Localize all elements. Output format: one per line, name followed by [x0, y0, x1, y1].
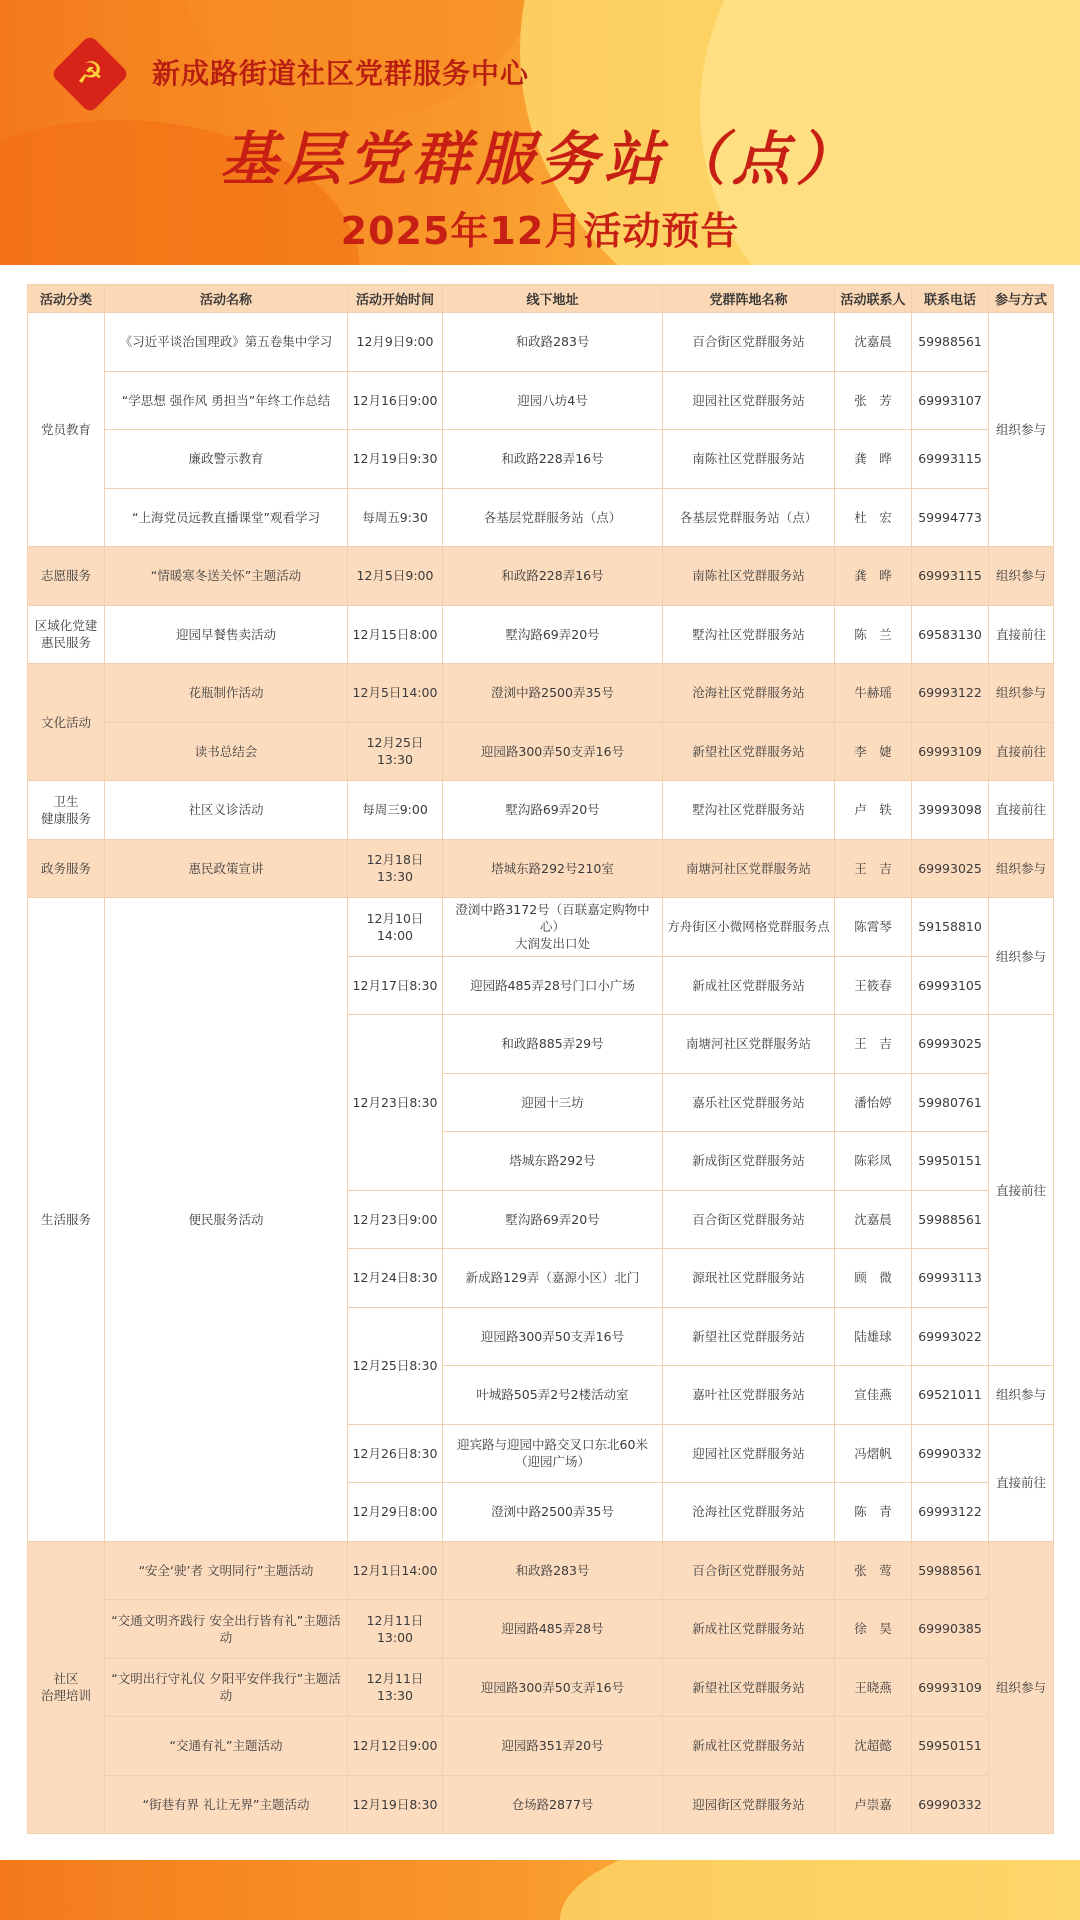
contact-cell: 徐 昊 [835, 1600, 912, 1659]
address-cell: 各基层党群服务站（点） [443, 488, 663, 547]
address-cell: 迎园路485弄28号 [443, 1600, 663, 1659]
venue-cell: 南塘河社区党群服务站 [663, 839, 835, 898]
phone-cell: 69993025 [912, 1015, 989, 1074]
start-time-cell: 12月18日13:30 [348, 839, 443, 898]
contact-cell: 王筱春 [835, 956, 912, 1015]
contact-cell: 李 婕 [835, 722, 912, 781]
venue-cell: 百合街区党群服务站 [663, 1190, 835, 1249]
category-cell: 文化活动 [28, 664, 105, 781]
start-time-cell: 12月19日9:30 [348, 430, 443, 489]
hammer-sickle-icon: ☭ [76, 56, 104, 91]
participation-cell: 组织参与 [989, 313, 1054, 547]
phone-cell: 69993109 [912, 722, 989, 781]
header-cell: 活动开始时间 [348, 285, 443, 313]
page-title: 基层党群服务站（点） [219, 125, 860, 193]
phone-cell: 69993105 [912, 956, 989, 1015]
table-row [28, 1541, 1054, 1600]
contact-cell: 顾 微 [835, 1249, 912, 1308]
category-cell: 生活服务 [28, 898, 105, 1542]
header-cell: 参与方式 [989, 285, 1054, 313]
venue-cell: 新成街区党群服务站 [663, 1132, 835, 1191]
contact-cell: 王晓燕 [835, 1658, 912, 1717]
address-cell: 仓场路2877号 [443, 1775, 663, 1834]
participation-cell: 组织参与 [989, 898, 1054, 1015]
table-row [28, 488, 1054, 547]
activity-name-cell: “学思想 强作风 勇担当”年终工作总结 [105, 371, 348, 430]
contact-cell: 卢崇嘉 [835, 1775, 912, 1834]
activity-table-container [27, 284, 1053, 1834]
header-banner [0, 0, 1080, 265]
activity-name-cell: “交通有礼”主题活动 [105, 1717, 348, 1776]
venue-cell: 南陈社区党群服务站 [663, 430, 835, 489]
phone-cell: 69993022 [912, 1307, 989, 1366]
address-cell: 叶城路505弄2号2楼活动室 [443, 1366, 663, 1425]
participation-cell: 直接前往 [989, 781, 1054, 840]
participation-cell: 组织参与 [989, 839, 1054, 898]
contact-cell: 陈霄琴 [835, 898, 912, 957]
venue-cell: 沧海社区党群服务站 [663, 1483, 835, 1542]
participation-cell: 直接前往 [989, 1015, 1054, 1366]
address-cell: 迎园路351弄20号 [443, 1717, 663, 1776]
address-cell: 塔城东路292号 [443, 1132, 663, 1191]
contact-cell: 牛赫瑶 [835, 664, 912, 723]
category-cell: 政务服务 [28, 839, 105, 898]
table-row [28, 1600, 1054, 1659]
phone-cell: 69993025 [912, 839, 989, 898]
phone-cell: 69990332 [912, 1424, 989, 1483]
contact-cell: 王 吉 [835, 1015, 912, 1074]
participation-cell: 组织参与 [989, 1366, 1054, 1425]
table-row [28, 430, 1054, 489]
table-row [28, 1775, 1054, 1834]
activity-table [27, 284, 1054, 1834]
venue-cell: 方舟街区小微网格党群服务点 [663, 898, 835, 957]
address-cell: 迎宾路与迎园中路交叉口东北60米 （迎园广场） [443, 1424, 663, 1483]
table-body [28, 313, 1054, 1834]
phone-cell: 59988561 [912, 1190, 989, 1249]
table-row [28, 547, 1054, 606]
category-cell: 社区 治理培训 [28, 1541, 105, 1834]
address-cell: 和政路228弄16号 [443, 547, 663, 606]
header-cell: 活动名称 [105, 285, 348, 313]
footer-banner [0, 1860, 1080, 1920]
contact-cell: 沈嘉晨 [835, 313, 912, 372]
activity-name-cell: “安全‘驶’者 文明同行”主题活动 [105, 1541, 348, 1600]
contact-cell: 杜 宏 [835, 488, 912, 547]
venue-cell: 迎园社区党群服务站 [663, 1424, 835, 1483]
address-cell: 迎园路300弄50支弄16号 [443, 1658, 663, 1717]
address-cell: 墅沟路69弄20号 [443, 781, 663, 840]
contact-cell: 宣佳燕 [835, 1366, 912, 1425]
address-cell: 迎园八坊4号 [443, 371, 663, 430]
contact-cell: 陆雄球 [835, 1307, 912, 1366]
address-cell: 迎园路485弄28号门口小广场 [443, 956, 663, 1015]
start-time-cell: 12月26日8:30 [348, 1424, 443, 1483]
address-cell: 迎园路300弄50支弄16号 [443, 722, 663, 781]
phone-cell: 59950151 [912, 1717, 989, 1776]
phone-cell: 69993109 [912, 1658, 989, 1717]
table-row [28, 664, 1054, 723]
activity-name-cell: “上海党员远教直播课堂”观看学习 [105, 488, 348, 547]
start-time-cell: 12月16日9:00 [348, 371, 443, 430]
table-row [28, 1717, 1054, 1776]
venue-cell: 墅沟社区党群服务站 [663, 605, 835, 664]
decor-shape [560, 1860, 1080, 1920]
participation-cell: 直接前往 [989, 1424, 1054, 1541]
venue-cell: 沧海社区党群服务站 [663, 664, 835, 723]
address-cell: 澄浏中路3172号（百联嘉定购物中心） 大润发出口处 [443, 898, 663, 957]
address-cell: 和政路885弄29号 [443, 1015, 663, 1074]
phone-cell: 69993115 [912, 430, 989, 489]
start-time-cell: 12月19日8:30 [348, 1775, 443, 1834]
start-time-cell: 12月25日8:30 [348, 1307, 443, 1424]
start-time-cell: 每周三9:00 [348, 781, 443, 840]
activity-name-cell: 《习近平谈治国理政》第五卷集中学习 [105, 313, 348, 372]
contact-cell: 陈彩凤 [835, 1132, 912, 1191]
contact-cell: 张 莺 [835, 1541, 912, 1600]
contact-cell: 陈 兰 [835, 605, 912, 664]
category-cell: 志愿服务 [28, 547, 105, 606]
activity-name-cell: 社区义诊活动 [105, 781, 348, 840]
phone-cell: 69993107 [912, 371, 989, 430]
address-cell: 和政路283号 [443, 1541, 663, 1600]
venue-cell: 迎园街区党群服务站 [663, 1775, 835, 1834]
address-cell: 迎园路300弄50支弄16号 [443, 1307, 663, 1366]
address-cell: 澄浏中路2500弄35号 [443, 664, 663, 723]
contact-cell: 龚 晔 [835, 547, 912, 606]
table-row [28, 313, 1054, 372]
address-cell: 墅沟路69弄20号 [443, 605, 663, 664]
header-cell: 活动分类 [28, 285, 105, 313]
header-cell: 党群阵地名称 [663, 285, 835, 313]
venue-cell: 源珉社区党群服务站 [663, 1249, 835, 1308]
activity-name-cell: “街巷有界 礼让无界”主题活动 [105, 1775, 348, 1834]
phone-cell: 59994773 [912, 488, 989, 547]
venue-cell: 新望社区党群服务站 [663, 722, 835, 781]
start-time-cell: 每周五9:30 [348, 488, 443, 547]
category-cell: 卫生 健康服务 [28, 781, 105, 840]
start-time-cell: 12月9日9:00 [348, 313, 443, 372]
venue-cell: 南陈社区党群服务站 [663, 547, 835, 606]
activity-name-cell: 花瓶制作活动 [105, 664, 348, 723]
org-name: 新成路街道社区党群服务中心 [152, 57, 530, 90]
contact-cell: 陈 青 [835, 1483, 912, 1542]
phone-cell: 69990332 [912, 1775, 989, 1834]
contact-cell: 沈超懿 [835, 1717, 912, 1776]
header-cell: 活动联系人 [835, 285, 912, 313]
venue-cell: 新成社区党群服务站 [663, 1717, 835, 1776]
venue-cell: 墅沟社区党群服务站 [663, 781, 835, 840]
contact-cell: 潘怡婷 [835, 1073, 912, 1132]
participation-cell: 组织参与 [989, 664, 1054, 723]
phone-cell: 69521011 [912, 1366, 989, 1425]
table-row [28, 781, 1054, 840]
address-cell: 新成路129弄（嘉源小区）北门 [443, 1249, 663, 1308]
start-time-cell: 12月10日14:00 [348, 898, 443, 957]
address-cell: 澄浏中路2500弄35号 [443, 1483, 663, 1542]
phone-cell: 69993122 [912, 1483, 989, 1542]
contact-cell: 沈嘉晨 [835, 1190, 912, 1249]
phone-cell: 39993098 [912, 781, 989, 840]
start-time-cell: 12月12日9:00 [348, 1717, 443, 1776]
start-time-cell: 12月24日8:30 [348, 1249, 443, 1308]
phone-cell: 69990385 [912, 1600, 989, 1659]
activity-name-cell: 读书总结会 [105, 722, 348, 781]
start-time-cell: 12月5日9:00 [348, 547, 443, 606]
table-header-row [28, 285, 1054, 313]
start-time-cell: 12月1日14:00 [348, 1541, 443, 1600]
table-row [28, 839, 1054, 898]
table-row [28, 722, 1054, 781]
activity-name-cell: 迎园早餐售卖活动 [105, 605, 348, 664]
venue-cell: 百合街区党群服务站 [663, 1541, 835, 1600]
address-cell: 和政路228弄16号 [443, 430, 663, 489]
contact-cell: 卢 轶 [835, 781, 912, 840]
contact-cell: 王 吉 [835, 839, 912, 898]
activity-name-cell: “情暖寒冬送关怀”主题活动 [105, 547, 348, 606]
start-time-cell: 12月15日8:00 [348, 605, 443, 664]
activity-name-cell: “交通文明齐践行 安全出行皆有礼”主题活动 [105, 1600, 348, 1659]
activity-name-cell: “文明出行守礼仪 夕阳平安伴我行”主题活动 [105, 1658, 348, 1717]
address-cell: 墅沟路69弄20号 [443, 1190, 663, 1249]
participation-cell: 组织参与 [989, 547, 1054, 606]
phone-cell: 69993113 [912, 1249, 989, 1308]
activity-name-cell: 廉政警示教育 [105, 430, 348, 489]
participation-cell: 直接前往 [989, 722, 1054, 781]
venue-cell: 新成社区党群服务站 [663, 956, 835, 1015]
contact-cell: 张 芳 [835, 371, 912, 430]
start-time-cell: 12月23日8:30 [348, 1015, 443, 1191]
venue-cell: 百合街区党群服务站 [663, 313, 835, 372]
activity-name-cell: 惠民政策宣讲 [105, 839, 348, 898]
venue-cell: 嘉叶社区党群服务站 [663, 1366, 835, 1425]
table-row [28, 898, 1054, 957]
phone-cell: 69583130 [912, 605, 989, 664]
participation-cell: 直接前往 [989, 605, 1054, 664]
category-cell: 区域化党建 惠民服务 [28, 605, 105, 664]
table-row [28, 1658, 1054, 1717]
venue-cell: 新望社区党群服务站 [663, 1307, 835, 1366]
start-time-cell: 12月29日8:00 [348, 1483, 443, 1542]
phone-cell: 59988561 [912, 313, 989, 372]
header-cell: 线下地址 [443, 285, 663, 313]
start-time-cell: 12月11日13:30 [348, 1658, 443, 1717]
phone-cell: 59158810 [912, 898, 989, 957]
category-cell: 党员教育 [28, 313, 105, 547]
venue-cell: 新望社区党群服务站 [663, 1658, 835, 1717]
phone-cell: 59988561 [912, 1541, 989, 1600]
table-row [28, 371, 1054, 430]
start-time-cell: 12月23日9:00 [348, 1190, 443, 1249]
page-subtitle: 2025年12月活动预告 [340, 209, 740, 253]
venue-cell: 迎园社区党群服务站 [663, 371, 835, 430]
venue-cell: 嘉乐社区党群服务站 [663, 1073, 835, 1132]
address-cell: 塔城东路292号210室 [443, 839, 663, 898]
start-time-cell: 12月25日13:30 [348, 722, 443, 781]
header-cell: 联系电话 [912, 285, 989, 313]
start-time-cell: 12月11日13:00 [348, 1600, 443, 1659]
participation-cell: 组织参与 [989, 1541, 1054, 1834]
address-cell: 和政路283号 [443, 313, 663, 372]
start-time-cell: 12月17日8:30 [348, 956, 443, 1015]
contact-cell: 冯熠帆 [835, 1424, 912, 1483]
start-time-cell: 12月5日14:00 [348, 664, 443, 723]
venue-cell: 新成社区党群服务站 [663, 1600, 835, 1659]
venue-cell: 南塘河社区党群服务站 [663, 1015, 835, 1074]
phone-cell: 59950151 [912, 1132, 989, 1191]
phone-cell: 59980761 [912, 1073, 989, 1132]
phone-cell: 69993115 [912, 547, 989, 606]
table-row [28, 605, 1054, 664]
phone-cell: 69993122 [912, 664, 989, 723]
venue-cell: 各基层党群服务站（点） [663, 488, 835, 547]
contact-cell: 龚 晔 [835, 430, 912, 489]
address-cell: 迎园十三坊 [443, 1073, 663, 1132]
activity-name-cell: 便民服务活动 [105, 898, 348, 1542]
